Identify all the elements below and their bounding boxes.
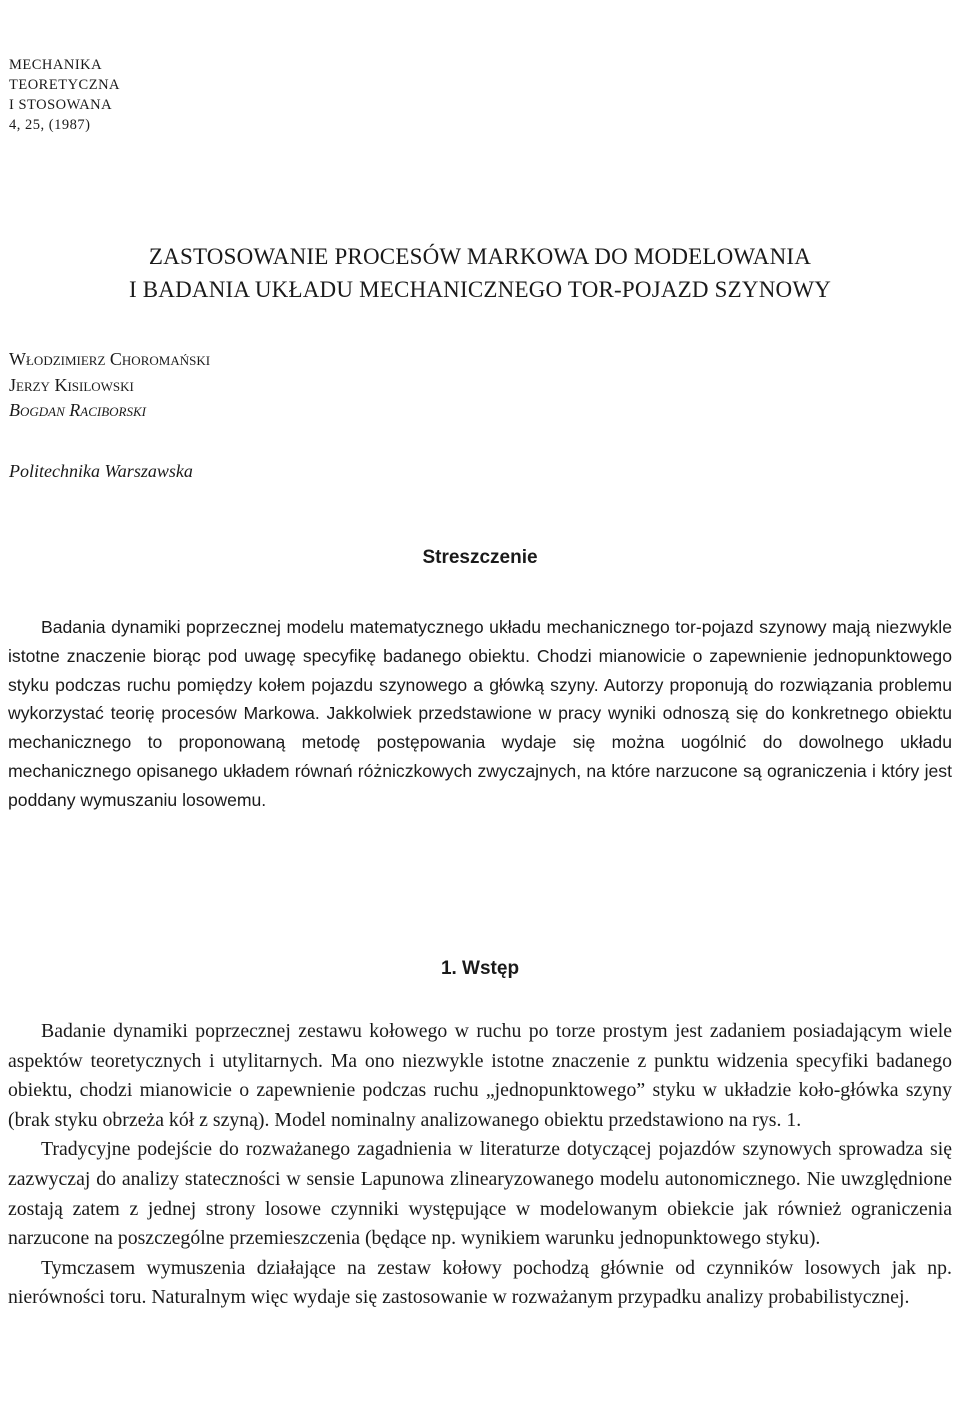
abstract-heading: Streszczenie (422, 547, 538, 568)
abstract (8, 613, 952, 815)
journal-info (9, 55, 120, 135)
section-heading: 1. Wstęp (440, 958, 520, 979)
paper-title-line1: ZASTOSOWANIE PROCESÓW MARKOWA DO MODELOWANIA (148, 244, 812, 269)
paragraph: Badanie dynamiki poprzecznej zestawu kołowego w ruchu po torze prostym jest zadaniem posiadającym wiele aspektów teoretycznych i utylitarnych. Ma ono niezwykle istotne znaczenie z punktu widzenia specyfiki badanego obiektu, chodzi mianowicie o zapewnienie podczas ruchu „jednopunktowego” styku w układzie koło-główka szyny (brak styku obrzeża kół z szyną). Model nominalny analizowanego obiektu przedstawiono na rys. 1. (8, 1020, 952, 1131)
journal-name-line2: TEORETYCZNA (9, 77, 121, 93)
affiliation: Politechnika Warszawska (9, 461, 193, 481)
section-body (8, 1017, 952, 1313)
journal-name-line1: MECHANIKA (9, 57, 103, 73)
journal-volume: 4, 25, (1987) (9, 117, 91, 133)
paragraph: Tymczasem wymuszenia działające na zestaw kołowy pochodzą głównie od czynników losowych jak np. nierówności toru. Naturalnym więc wydaje się zastosowanie w rozważanym przypadku analizy probabilistycznej. (8, 1256, 952, 1309)
author-name: Jerzy Kisilowski (9, 374, 134, 395)
author-name: Włodzimierz Choromański (9, 349, 211, 369)
paper-title (8, 240, 952, 306)
journal-name-line3: I STOSOWANA (9, 97, 113, 113)
abstract-text: Badania dynamiki poprzecznej modelu matematycznego układu mechanicznego tor-pojazd szynowy mają niezwykle istotne znaczenie biorąc pod uwagę specyfikę badanego obiektu. Chodzi mianowicie o zapewnienie jednopunktowego styku podczas ruchu pomiędzy kołem pojazdu szynowego a główką szyny. Autorzy proponują do rozwiązania problemu wykorzystać teorię procesów Markowa. Jakkolwiek przedstawione w pracy wyniki odnoszą się do konkretnego obiektu mechanicznego to proponowaną metodę postępowania wydaje się można uogólnić do dowolnego układu mechanicznego opisanego układem równań różniczkowych zwyczajnych, na które narzucone są ograniczenia i który jest poddany wymuszaniu losowemu. (8, 617, 952, 810)
author-list (9, 347, 210, 424)
paragraph: Tradycyjne podejście do rozważanego zagadnienia w literaturze dotyczącej pojazdów szynowych sprowadza się zazwyczaj do analizy stateczności w sensie Lapunowa zlinearyzowanego modelu autonomicznego. Nie uwzględnione zostają zatem z jednej strony losowe czynniki występujące w modelowanym obiekcie jak również ograniczenia narzucone na poszczególne przemieszczenia (będące np. wynikiem warunku jednopunktowego styku). (8, 1138, 952, 1250)
paper-title-line2: I BADANIA UKŁADU MECHANICZNEGO TOR-POJAZD SZYNOWY (128, 277, 832, 302)
author-name: Bogdan Raciborski (9, 400, 146, 420)
